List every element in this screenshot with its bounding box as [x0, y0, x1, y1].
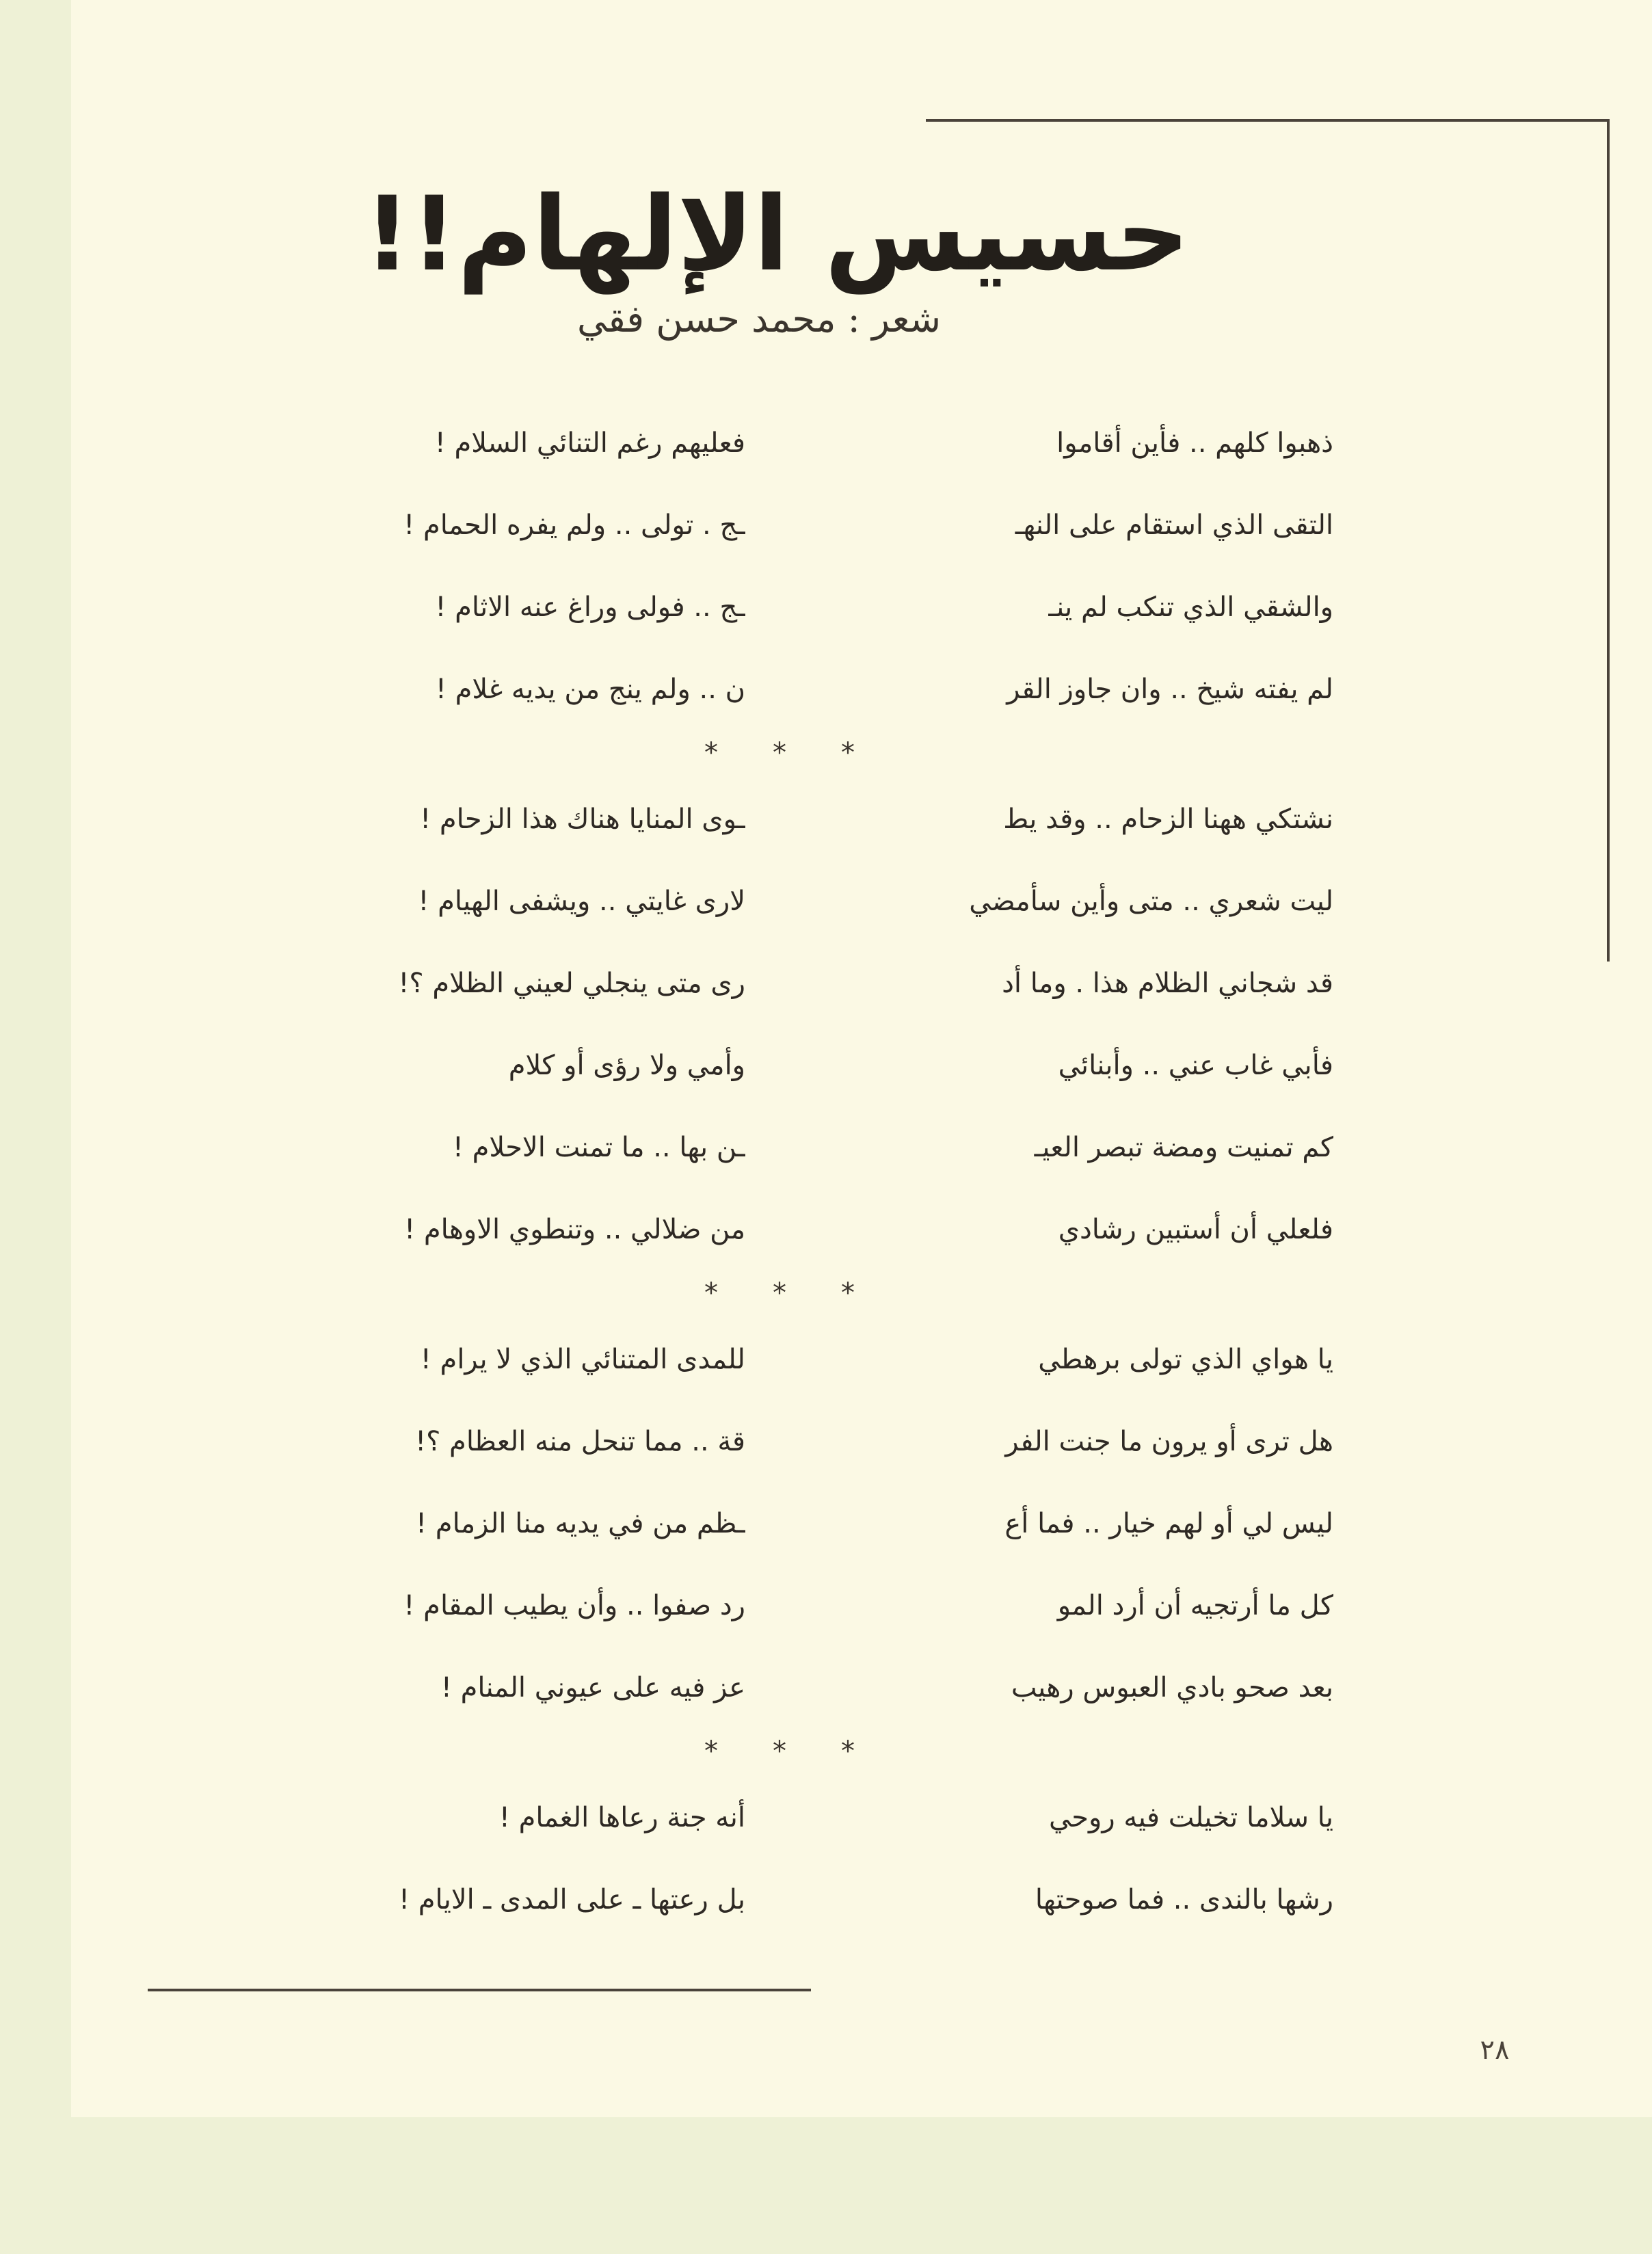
verse-first-hemistich: رشها بالندى .. فما صوحتها [1035, 1884, 1333, 1915]
verse-first-hemistich: ذهبوا كلهم .. فأين أقاموا [1056, 427, 1333, 459]
stanza-separator [294, 1271, 1333, 1318]
verse-line [294, 1106, 1333, 1189]
separator-star: * [773, 737, 786, 769]
verse-line [294, 1024, 1333, 1106]
separator-star: * [841, 1277, 855, 1309]
verse-first-hemistich: يا هواي الذي تولى برهطي [1038, 1344, 1333, 1375]
separator-star: * [773, 1277, 786, 1309]
verse-line [294, 942, 1333, 1024]
poem-body [294, 402, 1333, 1941]
poem-title: حسيس الإلهام!! [364, 175, 1190, 294]
verse-line [294, 1189, 1333, 1271]
verse-line [294, 648, 1333, 730]
verse-first-hemistich: نشتكي ههنا الزحام .. وقد يط [1003, 804, 1333, 835]
verse-line [294, 1777, 1333, 1859]
verse-second-hemistich: رى متى ينجلي لعيني الظلام ؟! [398, 968, 745, 999]
verse-first-hemistich: هل ترى أو يرون ما جنت الفر [1005, 1426, 1333, 1457]
verse-second-hemistich: أنه جنة رعاها الغمام ! [498, 1802, 745, 1833]
separator-star: * [704, 1277, 718, 1309]
verse-line [294, 566, 1333, 648]
verse-second-hemistich: قة .. مما تنحل منه العظام ؟! [415, 1426, 745, 1457]
page-number: ٢٨ [1480, 2034, 1510, 2066]
verse-second-hemistich: فعليهم رغم التنائي السلام ! [434, 427, 745, 459]
verse-second-hemistich: من ضلالي .. وتنطوي الاوهام ! [404, 1214, 745, 1245]
verse-second-hemistich: وأمي ولا رؤى أو كلام [508, 1050, 745, 1081]
frame-line-right [1607, 119, 1610, 962]
verse-line [294, 778, 1333, 860]
verse-first-hemistich: ليت شعري .. متى وأين سأمضي [969, 886, 1333, 917]
verse-first-hemistich: فلعلي أن أستبين رشادي [1058, 1214, 1333, 1245]
verse-line [294, 860, 1333, 942]
verse-second-hemistich: ـن بها .. ما تمنت الاحلام ! [452, 1132, 745, 1163]
verse-second-hemistich: ـج .. فولى وراغ عنه الاثام ! [435, 592, 745, 623]
verse-line [294, 1401, 1333, 1483]
stanza-separator [294, 1729, 1333, 1777]
separator-star: * [841, 1736, 855, 1767]
verse-first-hemistich: قد شجاني الظلام هذا . وما أد [1002, 968, 1333, 999]
verse-line [294, 1565, 1333, 1647]
verse-first-hemistich: لم يفته شيخ .. وان جاوز القر [1007, 674, 1333, 705]
verse-second-hemistich: لارى غايتي .. ويشفى الهيام ! [418, 886, 745, 917]
verse-second-hemistich: ـوى المنايا هناك هذا الزحام ! [420, 804, 745, 835]
poem-byline: شعر : محمد حسن فقي [576, 297, 942, 341]
separator-star: * [704, 1736, 718, 1767]
verse-second-hemistich: للمدى المتنائي الذي لا يرام ! [420, 1344, 745, 1375]
verse-first-hemistich: ليس لي أو لهم خيار .. فما أع [1004, 1508, 1333, 1539]
verse-second-hemistich: ـج . تولى .. ولم يفره الحمام ! [403, 509, 745, 541]
verse-second-hemistich: عز فيه على عيوني المنام ! [440, 1672, 745, 1703]
verse-line [294, 1483, 1333, 1565]
verse-line [294, 1859, 1333, 1941]
frame-line-bottom [148, 1989, 811, 1991]
verse-first-hemistich: كم تمنيت ومضة تبصر العيـ [1034, 1132, 1333, 1163]
verse-line [294, 1647, 1333, 1729]
stanza-separator [294, 730, 1333, 778]
verse-first-hemistich: كل ما أرتجيه أن أرد المو [1057, 1590, 1333, 1621]
verse-second-hemistich: ـظم من في يديه منا الزمام ! [416, 1508, 745, 1539]
verse-second-hemistich: ن .. ولم ينج من يديه غلام ! [435, 674, 745, 705]
verse-second-hemistich: بل رعتها ـ على المدى ـ الايام ! [399, 1884, 745, 1915]
verse-line [294, 484, 1333, 566]
verse-line [294, 1318, 1333, 1401]
verse-first-hemistich: يا سلاما تخيلت فيه روحي [1048, 1802, 1333, 1833]
verse-second-hemistich: رد صفوا .. وأن يطيب المقام ! [403, 1590, 745, 1621]
separator-star: * [841, 737, 855, 769]
verse-first-hemistich: فأبي غاب عني .. وأبنائي [1058, 1050, 1333, 1081]
frame-line-top [926, 119, 1610, 122]
separator-star: * [773, 1736, 786, 1767]
verse-line [294, 402, 1333, 484]
verse-first-hemistich: التقى الذي استقام على النهـ [1015, 509, 1333, 541]
separator-star: * [704, 737, 718, 769]
verse-first-hemistich: والشقي الذي تنكب لم ينـ [1048, 592, 1333, 623]
verse-first-hemistich: بعد صحو بادي العبوس رهيب [1011, 1672, 1333, 1703]
